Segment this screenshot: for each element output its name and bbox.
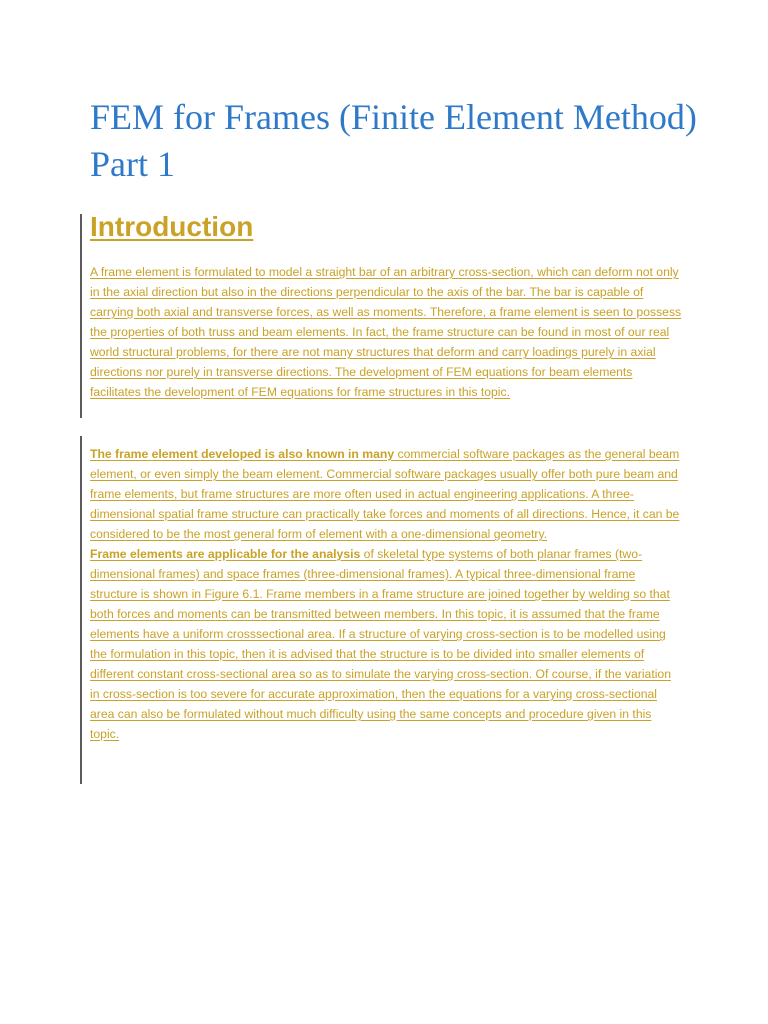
section-heading: Introduction <box>90 211 254 242</box>
change-bar <box>80 436 82 784</box>
paragraph-lead-bold: Frame elements are applicable for the analysis <box>90 547 361 561</box>
change-bar <box>80 214 82 418</box>
paragraph-lead-bold: The frame element developed is also known in many <box>90 447 395 461</box>
intro-paragraph-text: A frame element is formulated to model a straight bar of an arbitrary cross-section, which can deform not only in the axial direction but also in the directions perpendicular to the axis of the bar. The bar is capable of carrying both axial and transverse forces, as well as moments. Therefore, a frame element is seen to possess the properties of both truss and beam elements. In fact, the frame structure can be found in most of our real world structural problems, for there are not many structures that deform and carry loadings purely in axial directions nor purely in transverse directions. The development of FEM equations for beam elements facilitates the development of FEM equations for frame structures in this topic. <box>90 265 682 399</box>
paragraph-frame-element <box>90 444 682 544</box>
body-block <box>90 444 682 744</box>
paragraph-applicability <box>90 544 682 744</box>
document-title: FEM for Frames (Finite Element Method) Part 1 <box>90 97 697 184</box>
paragraph-text: commercial software packages as the general beam element, or even simply the beam element. Commercial software packages usually offer both pure beam and frame elements, but frame structures are more often used in actual engineering applications. A three-dimensional spatial frame structure can practically take forces and moments of all directions. Hence, it can be considered to be the most general form of element with a one-dimensional geometry. <box>90 447 680 541</box>
paragraph-text: of skeletal type systems of both planar frames (two-dimensional frames) and space frames (three-dimensional frames). A typical three-dimensional frame structure is shown in Figure 6.1. Frame members in a frame structure are joined together by welding so that both forces and moments can be transmitted between members. In this topic, it is assumed that the frame elements have a uniform crosssectional area. If a structure of varying cross-section is to be modelled using the formulation in this topic, then it is advised that the structure is to be divided into smaller elements of different constant cross-sectional area so as to simulate the varying cross-section. Of course, if the variation in cross-section is too severe for accurate approximation, then the equations for a varying cross-sectional area can also be formulated without much difficulty using the same concepts and procedure given in this topic. <box>90 547 671 741</box>
intro-paragraph <box>90 262 682 402</box>
